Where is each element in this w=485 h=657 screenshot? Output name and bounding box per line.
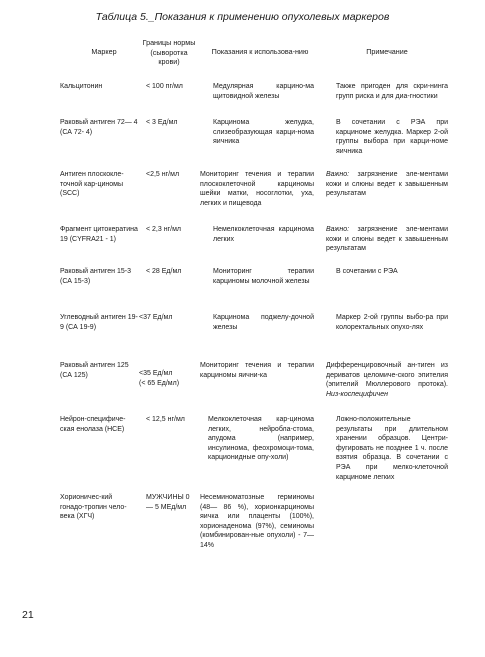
table-row <box>60 82 448 118</box>
cell-norm: <2,5 нг/мл <box>146 171 180 178</box>
cell-marker: Хорионичес-кий гонадо-тропин чело-века (ХГЧ) <box>60 494 127 521</box>
cell-marker: Раковый антиген 125 (СА 125) <box>60 362 129 379</box>
cell-note: В сочетании с РЭА <box>336 268 398 275</box>
cell-norm: < 2,3 нг/мл <box>146 226 181 233</box>
cell-marker: Фрагмент цитокератина 19 (CYFRA21 - 1) <box>60 226 138 243</box>
cell-note: Также пригоден для скри-нинга групп риска и для диа-гностики <box>336 83 448 100</box>
table-row <box>60 267 448 313</box>
cell-marker: Раковый антиген 15-3 (СА 15-3) <box>60 268 131 285</box>
table-row <box>60 313 448 361</box>
cell-note: Ложно-положительные результаты при длительном хранении образцов. Центри-фугировать не позднее 1 ч. после взятия образца. В сочетании с РЭА при мелко-клеточной карциноме легких <box>336 416 448 481</box>
cell-indications: Несеминоматозные герминомы (48— 86 %), хорионкарциномы яичка или плаценты (100%), хорионаденома (97%), семиномы (комбинирован-ные опухоли) - 7— 14% <box>200 494 314 549</box>
cell-note: Важно: загрязнение эле-ментами кожи и слюны ведет к завышенным результатам <box>326 226 448 253</box>
table-row <box>60 415 448 493</box>
cell-note: Маркер 2-ой группы выбо-ра при колоректальных опухо-лях <box>336 314 448 331</box>
cell-indications: Медулярная карцино-ма щитовидной железы <box>213 83 314 100</box>
cell-indications: Мониторинг терапии карциномы молочной железы <box>213 268 314 285</box>
cell-marker: Кальцитонин <box>60 83 103 90</box>
cell-indications: Мониторинг течения и терапии карциномы яични-ка <box>200 362 314 379</box>
header-marker: Маркер <box>91 47 117 56</box>
cell-indications: Мониторинг течения и терапии плоскоклеточной карциномы шейки матки, носоглотки, уха, легких и пищевода <box>200 171 314 207</box>
cell-note: Важно: загрязнение эле-ментами кожи и слюны ведет к завышенным результатам <box>326 171 448 198</box>
header-note: Примечание <box>366 47 408 56</box>
cell-marker: Нейрон-специфиче-ская енолаза (НСЕ) <box>60 416 126 433</box>
cell-note <box>320 493 448 571</box>
cell-marker: Раковый антиген 72— 4 (СА 72- 4) <box>60 119 138 136</box>
table-row <box>60 225 448 267</box>
cell-indications: Мелкоклеточная кар-цинома легких, нейробла-стома, апудома (например, инсулинома, феохромоци-тома, карционидные опу-холи) <box>208 416 314 462</box>
cell-norm: < 12,5 нг/мл <box>146 416 185 423</box>
cell-marker: Углеводный антиген 19-9 (СА 19-9) <box>60 314 138 331</box>
table-row <box>60 118 448 170</box>
cell-note: В сочетании с РЭА при карциноме желудка. Маркер 2-ой группы выбора при карци-номе яичника <box>336 119 448 155</box>
cell-norm: <35 Ед/мл (< 65 Ед/мл) <box>139 370 180 387</box>
table-header <box>60 38 448 82</box>
cell-indications: Карцинома поджелу-дочной железы <box>213 314 314 331</box>
header-norm: Границы нормы (сыворотка крови) <box>142 38 196 66</box>
cell-norm: <37 Ед/мл <box>139 314 173 321</box>
cell-norm: < 28 Ед/мл <box>146 268 182 275</box>
table-row <box>60 170 448 225</box>
cell-indications: Немелкоклеточная карцинома легких <box>213 226 314 243</box>
marker-table <box>60 38 448 571</box>
cell-note: Дифференцировочный ан-тиген из дериватов целомиче-ского эпителия (эпителий Мюллерового протока). Низ-коспецифичен <box>326 362 448 398</box>
cell-norm: < 100 пг/мл <box>146 83 183 90</box>
table-row <box>60 493 448 571</box>
cell-indications: Карцинома желудка, слизеобразующая карци-нома яичника <box>213 119 314 146</box>
table-row <box>60 361 448 415</box>
cell-norm: < 3 Ед/мл <box>146 119 178 126</box>
header-indications: Показания к использова-нию <box>211 47 309 56</box>
table-title: Таблица 5._Показания к применению опухолевых маркеров <box>95 11 390 23</box>
page-number: 21 <box>22 609 34 621</box>
cell-norm: МУЖЧИНЫ 0— 5 МЕд/мл <box>146 494 190 511</box>
cell-marker: Антиген плоскокле-точной кар-циномы (SCC) <box>60 171 124 198</box>
